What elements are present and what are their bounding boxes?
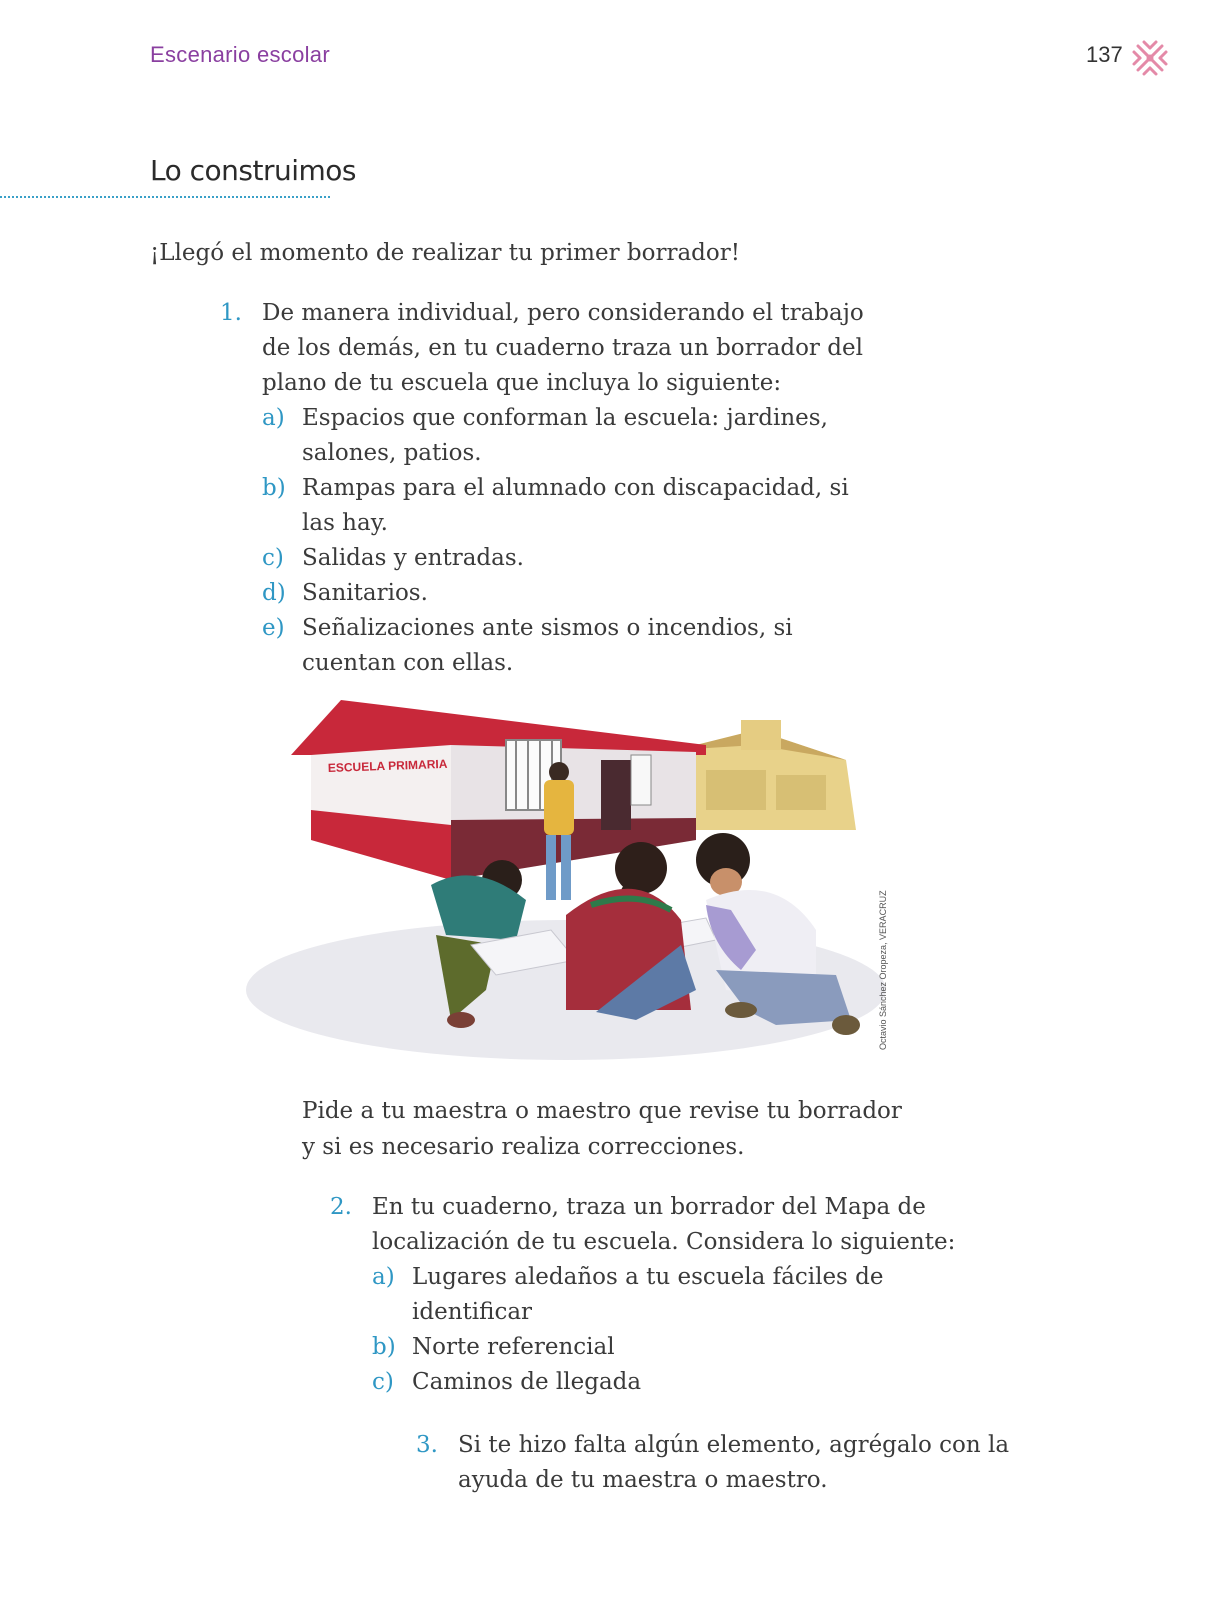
- school-illustration: [236, 690, 906, 1070]
- intro-text: ¡Llegó el momento de realizar tu primer borrador!: [150, 240, 740, 266]
- subitem-letter: e): [262, 615, 285, 641]
- item-number: 2.: [330, 1194, 352, 1220]
- illustration-credit: Octavio Sánchez Oropeza, VERACRUZ: [878, 890, 888, 1050]
- subitem-line: Caminos de llegada: [412, 1369, 642, 1395]
- section-title: Lo construimos: [150, 154, 357, 187]
- item-text-line: localización de tu escuela. Considera lo siguiente:: [372, 1229, 956, 1255]
- subitem-b: [262, 471, 902, 541]
- subitem-letter: a): [262, 405, 285, 431]
- subitem-letter: c): [262, 545, 284, 571]
- note-line: y si es necesario realiza correcciones.: [302, 1134, 745, 1160]
- subitem-d: [262, 576, 902, 611]
- subitem-letter: a): [372, 1264, 395, 1290]
- title-divider: [0, 196, 330, 198]
- activity-item-2: [330, 1190, 1012, 1400]
- subitem-c: [372, 1365, 1012, 1400]
- subitem-line: Salidas y entradas.: [302, 545, 524, 571]
- subitem-e: [262, 611, 902, 681]
- teacher-review-note: [302, 1093, 942, 1165]
- star-ornament-icon: [1130, 38, 1170, 78]
- subitem-letter: d): [262, 580, 286, 606]
- subitem-line: Señalizaciones ante sismos o incendios, si: [302, 615, 793, 641]
- subitem-line: Espacios que conforman la escuela: jardines,: [302, 405, 828, 431]
- item-text-line: Si te hizo falta algún elemento, agrégalo con la: [458, 1432, 1010, 1458]
- activity-item-1: [220, 296, 902, 681]
- school-sign: ESCUELA PRIMARIA: [327, 756, 448, 775]
- item-text-line: De manera individual, pero considerando el trabajo: [262, 300, 864, 326]
- note-line: Pide a tu maestra o maestro que revise tu borrador: [302, 1098, 902, 1124]
- subitem-line: cuentan con ellas.: [302, 650, 514, 676]
- item-text: [372, 1190, 1012, 1260]
- subitem-line: Sanitarios.: [302, 580, 428, 606]
- item-text-line: plano de tu escuela que incluya lo siguiente:: [262, 370, 782, 396]
- subitem-letter: c): [372, 1369, 394, 1395]
- item-text: [262, 296, 902, 401]
- item-text-line: ayuda de tu maestra o maestro.: [458, 1467, 828, 1493]
- subitem-line: salones, patios.: [302, 440, 482, 466]
- subitem-letter: b): [372, 1334, 396, 1360]
- subitem-a: [262, 401, 902, 471]
- running-header: Escenario escolar: [150, 42, 330, 67]
- item-number: 3.: [416, 1432, 438, 1458]
- subitem-a: [372, 1260, 1012, 1330]
- subitem-line: Lugares aledaños a tu escuela fáciles de: [412, 1264, 884, 1290]
- subitem-c: [262, 541, 902, 576]
- subitem-line: las hay.: [302, 510, 388, 536]
- subitem-line: Norte referencial: [412, 1334, 615, 1360]
- subitem-letter: b): [262, 475, 286, 501]
- page-number: 137: [1086, 42, 1123, 67]
- item-number: 1.: [220, 300, 242, 326]
- activity-item-3: [416, 1428, 1058, 1498]
- item-text-line: de los demás, en tu cuaderno traza un borrador del: [262, 335, 863, 361]
- item-text: [458, 1428, 1058, 1498]
- subitem-b: [372, 1330, 1012, 1365]
- subitem-line: Rampas para el alumnado con discapacidad, si: [302, 475, 849, 501]
- subitem-line: identificar: [412, 1299, 533, 1325]
- item-text-line: En tu cuaderno, traza un borrador del Mapa de: [372, 1194, 926, 1220]
